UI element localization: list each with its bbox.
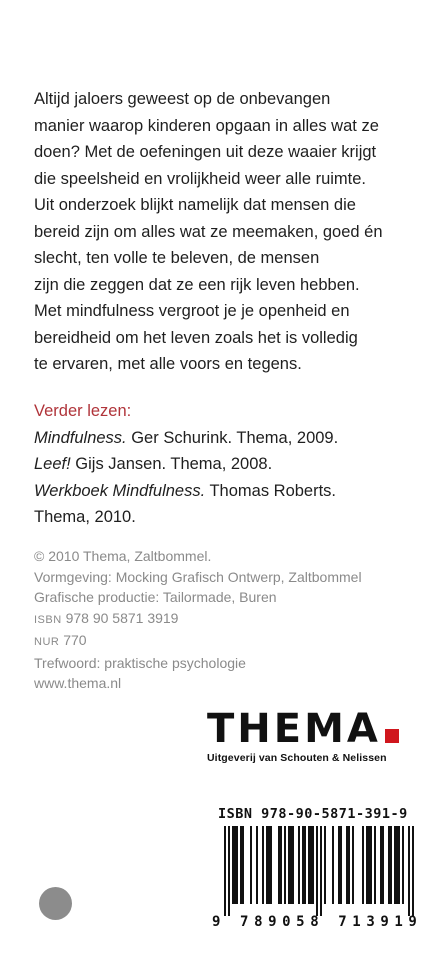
gray-circle-mark — [39, 887, 72, 920]
description-line: zijn die zeggen dat ze een rijk leven hebben. — [34, 275, 360, 294]
barcode-bar — [234, 826, 236, 904]
barcode-bar — [250, 826, 252, 904]
description-line: Uit onderzoek blijkt namelijk dat mensen die — [34, 196, 356, 214]
barcode-bar — [390, 826, 392, 904]
barcode-bar — [232, 826, 234, 904]
reading-title: Werkboek Mindfulness. — [34, 481, 206, 500]
barcode-bar — [382, 826, 384, 904]
barcode-bar — [402, 826, 404, 904]
isbn-label: ISBN — [34, 613, 62, 626]
copyright-line: © 2010 Thema, Zaltbommel. — [34, 548, 212, 564]
description-line: manier waarop kinderen opgaan in alles wat ze — [34, 116, 379, 135]
barcode-bar — [332, 826, 334, 904]
description-line: bereidheid om het leven zoals het is volledig — [34, 328, 358, 347]
colophon — [34, 546, 434, 694]
logo-wordmark — [207, 706, 422, 752]
barcode-bar — [310, 826, 312, 904]
reading-details: Ger Schurink. Thema, 2009. — [126, 428, 339, 447]
design-credit: Vormgeving: Mocking Grafisch Ontwerp, Zaltbommel — [34, 568, 362, 585]
description-line: bereid zijn om alles wat ze meemaken, goed én — [34, 222, 383, 241]
description-line: slecht, ten volle te beleven, de mensen — [34, 249, 320, 267]
barcode-bar — [292, 826, 294, 904]
barcode-bar — [398, 826, 400, 904]
logo-tagline: Uitgeverij van Schouten & Nelissen — [207, 752, 387, 764]
barcode-bar — [338, 826, 340, 904]
barcode-bar — [304, 826, 306, 904]
reading-item — [34, 451, 434, 478]
barcode-bar — [266, 826, 268, 904]
further-reading — [34, 398, 434, 531]
barcode-bar — [302, 826, 304, 904]
further-reading-heading: Verder lezen: — [34, 402, 132, 420]
barcode-bar — [352, 826, 354, 904]
barcode-bar — [316, 826, 318, 916]
nur-line — [34, 630, 434, 653]
barcode-bar — [270, 826, 272, 904]
production-credit: Grafische productie: Tailormade, Buren — [34, 589, 277, 605]
barcode-bar — [380, 826, 382, 904]
barcode-isbn-text: ISBN 978-90-5871-391-9 — [218, 806, 408, 822]
barcode-bar — [412, 826, 414, 916]
description-line: Met mindfulness vergroot je je openheid en — [34, 302, 350, 320]
barcode-bar — [320, 826, 322, 916]
barcode-bar — [366, 826, 368, 904]
barcode-bar — [408, 826, 410, 916]
description-text — [34, 86, 434, 378]
website-link[interactable]: www.thema.nl — [34, 675, 122, 691]
keyword-line: Trefwoord: praktische psychologie — [34, 654, 246, 671]
barcode-bar — [284, 826, 286, 904]
barcode-bar — [268, 826, 270, 904]
description-line: doen? Met de oefeningen uit deze waaier krijgt — [34, 143, 377, 161]
barcode-bar — [278, 826, 280, 904]
barcode-bar — [368, 826, 370, 904]
barcode-bar — [290, 826, 292, 904]
nur-value: 770 — [63, 632, 87, 648]
barcode-bar — [224, 826, 226, 916]
barcode-bar — [262, 826, 264, 904]
logo-red-square — [385, 729, 399, 743]
reading-item — [34, 478, 434, 505]
isbn-line — [34, 608, 434, 631]
barcode-bar — [228, 826, 230, 916]
barcode-bar — [374, 826, 376, 904]
reading-title: Leef! — [34, 455, 71, 473]
description-line: te ervaren, met alle voors en tegens. — [34, 355, 302, 373]
barcode-bar — [346, 826, 348, 904]
description-line: die speelsheid en vrolijkheid weer alle ruimte. — [34, 169, 367, 188]
barcode-bars — [210, 826, 420, 916]
reading-details: Gijs Jansen. Thema, 2008. — [70, 455, 273, 473]
description-line: Altijd jaloers geweest op de onbevangen — [34, 90, 331, 108]
barcode-digits: 9 789058 713919 — [212, 914, 423, 930]
barcode-bar — [394, 826, 396, 904]
barcode-bar — [256, 826, 258, 904]
barcode-bar — [370, 826, 372, 904]
barcode-bar — [236, 826, 238, 904]
reading-item — [34, 425, 434, 452]
barcode-bar — [340, 826, 342, 904]
reading-details: Thomas Roberts. — [205, 481, 337, 500]
nur-label: NUR — [34, 636, 60, 648]
barcode-bar — [312, 826, 314, 904]
reading-title: Mindfulness. — [34, 428, 127, 447]
barcode-bar — [362, 826, 364, 904]
publisher-logo — [207, 706, 422, 764]
barcode-bar — [324, 826, 326, 904]
barcode-bar — [242, 826, 244, 904]
reading-item-continuation: Thema, 2010. — [34, 508, 136, 526]
barcode-bar — [298, 826, 300, 904]
barcode-bar — [348, 826, 350, 904]
barcode-bar — [280, 826, 282, 904]
barcode-bar — [396, 826, 398, 904]
barcode-bar — [308, 826, 310, 904]
barcode-bar — [288, 826, 290, 904]
barcode-area — [210, 806, 423, 934]
barcode-bar — [240, 826, 242, 904]
barcode-bar — [388, 826, 390, 904]
logo-wordmark-text: THEMA — [207, 706, 381, 752]
isbn-value: 978 90 5871 3919 — [65, 609, 179, 626]
